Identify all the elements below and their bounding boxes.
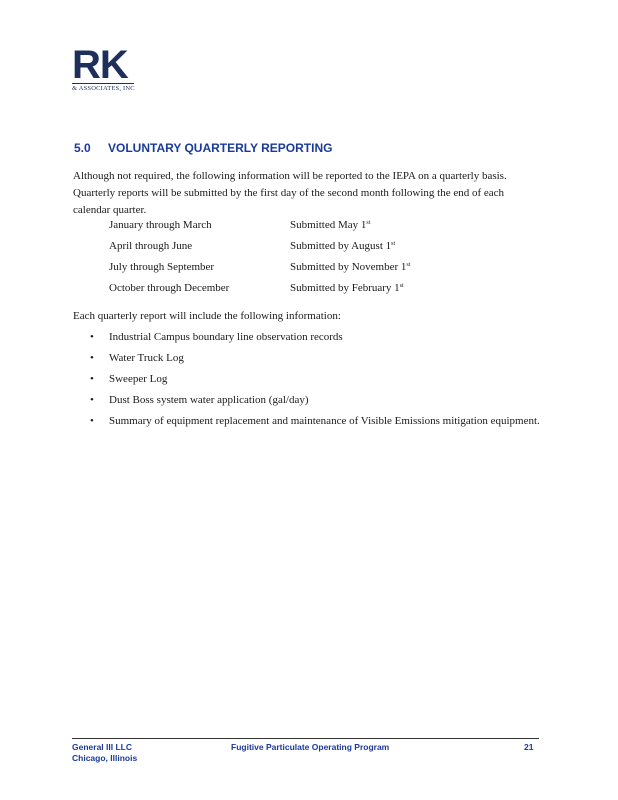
list-item-text: Industrial Campus boundary line observation records (109, 331, 343, 343)
list-item (90, 352, 540, 373)
footer-location: Chicago, Illinois (72, 753, 138, 763)
schedule-period: July through September (109, 261, 215, 273)
reporting-schedule (109, 219, 410, 303)
schedule-due: Submitted by November 1st (290, 261, 411, 273)
bullet-icon: • (90, 331, 94, 343)
bullet-icon: • (90, 352, 94, 364)
list-item (90, 415, 540, 436)
logo-subtitle: & ASSOCIATES, INC (72, 85, 135, 92)
list-item-text: Sweeper Log (109, 373, 168, 385)
list-item (90, 394, 540, 415)
report-contents-list (90, 331, 540, 436)
bullet-icon: • (90, 394, 94, 406)
list-item (90, 373, 540, 394)
list-item (90, 331, 540, 352)
schedule-period: January through March (109, 219, 212, 231)
section-title: VOLUNTARY QUARTERLY REPORTING (108, 141, 333, 155)
schedule-due: Submitted by February 1st (290, 282, 404, 294)
schedule-row (109, 240, 410, 261)
bullet-icon: • (90, 415, 94, 427)
section-number: 5.0 (74, 141, 91, 155)
logo-mark: RK (72, 43, 128, 87)
intro-paragraph: Although not required, the following information will be reported to the IEPA on a quarterly basis. Quarterly reports will be submitted by the first day of the second month following the end of each calendar quarter. (73, 170, 507, 216)
schedule-row (109, 282, 410, 303)
schedule-due: Submitted by August 1st (290, 240, 396, 252)
schedule-row (109, 261, 410, 282)
schedule-period: April through June (109, 240, 193, 252)
company-logo (72, 43, 135, 92)
list-item-text: Dust Boss system water application (gal/day) (109, 394, 309, 406)
footer-company: General III LLC (72, 742, 132, 752)
bullet-icon: • (90, 373, 94, 385)
list-item-text: Water Truck Log (109, 352, 184, 364)
list-item-text: Summary of equipment replacement and maintenance of Visible Emissions mitigation equipment. (109, 415, 540, 427)
footer-program: Fugitive Particulate Operating Program (231, 742, 390, 752)
schedule-row (109, 219, 410, 240)
footer-company-block (72, 742, 137, 764)
page-number: 21 (524, 742, 534, 752)
report-contents-lead: Each quarterly report will include the following information: (73, 310, 341, 322)
schedule-due: Submitted May 1st (290, 219, 371, 231)
section-heading (74, 141, 332, 155)
footer-divider (72, 738, 539, 739)
schedule-period: October through December (109, 282, 230, 294)
